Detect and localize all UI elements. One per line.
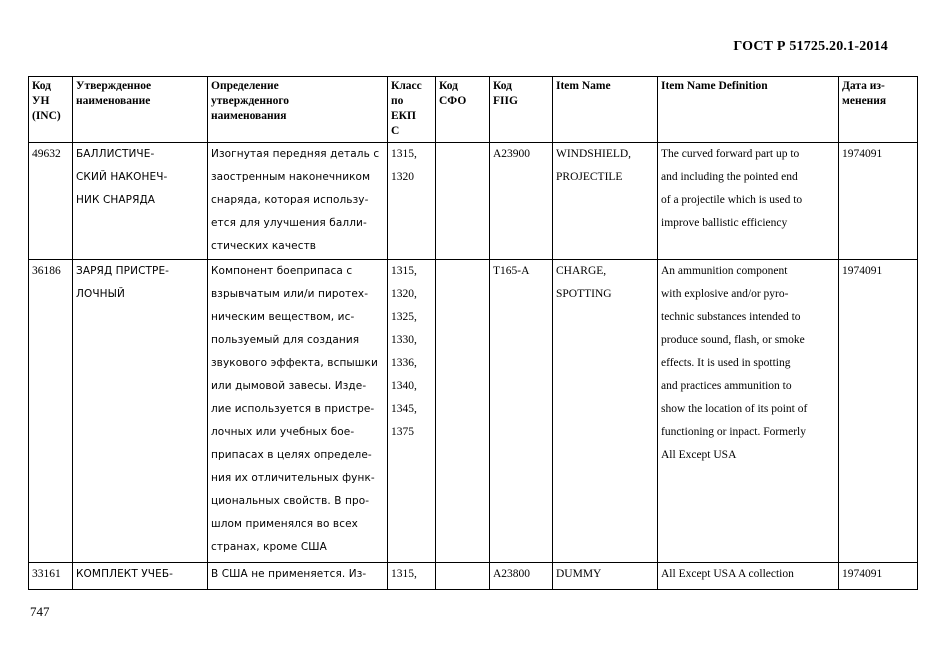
cell-line: КОМПЛЕКТ УЧЕБ- <box>76 568 174 580</box>
cell-line: 1315, <box>391 148 417 160</box>
cell-line: 1315, <box>391 568 417 580</box>
column-header-line: по <box>391 95 404 107</box>
table-header-row <box>29 77 918 143</box>
cell-value: A23800 <box>493 568 531 580</box>
cell-line: Компонент боеприпаса с <box>211 265 353 277</box>
column-header-date <box>839 77 918 143</box>
column-header-line: Item Name Definition <box>661 80 768 92</box>
cell-def-ru <box>208 143 388 260</box>
cell-line: ническим веществом, ис- <box>211 311 355 323</box>
cell-line: All Except USA A collection <box>661 568 794 580</box>
cell-line: ния их отличительных функ- <box>211 472 375 484</box>
column-header-line: менения <box>842 95 887 107</box>
cell-line: заостренным наконечником <box>211 171 371 183</box>
column-header-line: Код <box>493 80 513 92</box>
column-header-line: С <box>391 125 400 137</box>
cell-fiig <box>490 143 553 260</box>
cell-line: improve ballistic efficiency <box>661 217 788 229</box>
cell-line: звукового эффекта, вспышки <box>211 357 378 369</box>
cell-line: циональных свойств. В про- <box>211 495 370 507</box>
cell-def-ru <box>208 563 388 590</box>
column-header-line: Класс <box>391 80 422 92</box>
column-header-line: ЕКП <box>391 110 416 122</box>
cell-line: пользуемый для создания <box>211 334 360 346</box>
cell-value: 33161 <box>32 568 61 580</box>
cell-line: CHARGE, <box>556 265 607 277</box>
column-header-fiig <box>490 77 553 143</box>
cell-line: БАЛЛИСТИЧЕ- <box>76 148 155 160</box>
column-header-line: Код <box>439 80 459 92</box>
cell-line: странах, кроме США <box>211 541 327 553</box>
cell-line: ется для улучшения балли- <box>211 217 367 229</box>
cell-value: 1974091 <box>842 265 883 277</box>
cell-item-name <box>553 260 658 563</box>
cell-line: An ammunition component <box>661 265 788 277</box>
cell-name-ru <box>73 260 208 563</box>
cell-date <box>839 563 918 590</box>
cell-line: лочных или учебных бое- <box>211 426 355 438</box>
cell-line: 1320 <box>391 171 414 183</box>
cell-line: припасах в целях определе- <box>211 449 372 461</box>
cell-line: produce sound, flash, or smoke <box>661 334 805 346</box>
cell-sfo <box>436 143 490 260</box>
cell-line: technic substances intended to <box>661 311 801 323</box>
cell-line: шлом применялся во всех <box>211 518 358 530</box>
cell-line: Изогнутая передняя деталь с <box>211 148 380 160</box>
cell-line: of a projectile which is used to <box>661 194 803 206</box>
cell-fiig <box>490 260 553 563</box>
cell-line: 1336, <box>391 357 417 369</box>
cell-line: стических качеств <box>211 240 317 252</box>
cell-line: СКИЙ НАКОНЕЧ- <box>76 171 168 183</box>
cell-value: 49632 <box>32 148 61 160</box>
cell-line: снаряда, которая использу- <box>211 194 369 206</box>
table-row <box>29 563 918 590</box>
cell-item-def <box>658 143 839 260</box>
cell-sfo <box>436 260 490 563</box>
cell-inc <box>29 143 73 260</box>
cell-line: SPOTTING <box>556 288 612 300</box>
table-row <box>29 143 918 260</box>
cell-item-name <box>553 143 658 260</box>
cell-line: или дымовой завесы. Изде- <box>211 380 367 392</box>
cell-line: WINDSHIELD, <box>556 148 632 160</box>
cell-line: взрывчатым или/и пиротех- <box>211 288 369 300</box>
page-number: 747 <box>30 604 50 619</box>
cell-line: show the location of its point of <box>661 403 808 415</box>
cell-fiig <box>490 563 553 590</box>
cell-line: functioning or inpact. Formerly <box>661 426 806 438</box>
cell-line: 1340, <box>391 380 417 392</box>
cell-date <box>839 143 918 260</box>
cell-item-name <box>553 563 658 590</box>
cell-class <box>388 563 436 590</box>
cell-sfo <box>436 563 490 590</box>
cell-line: with explosive and/or pyro- <box>661 288 789 300</box>
column-header-line: FIIG <box>493 95 518 107</box>
column-header-item-def <box>658 77 839 143</box>
cell-line: ЛОЧНЫЙ <box>76 288 125 300</box>
cell-date <box>839 260 918 563</box>
column-header-line: УН <box>32 95 50 107</box>
column-header-line: наименование <box>76 95 151 107</box>
cell-line: 1315, <box>391 265 417 277</box>
cell-line: 1345, <box>391 403 417 415</box>
column-header-line: наименования <box>211 110 287 122</box>
cell-line: All Except USA <box>661 449 737 461</box>
document-standard-number: ГОСТ Р 51725.20.1-2014 <box>733 39 888 54</box>
column-header-line: Утвержденное <box>76 80 152 92</box>
cell-line: лие используется в пристре- <box>211 403 375 415</box>
registry-table <box>28 76 918 590</box>
column-header-item-name <box>553 77 658 143</box>
cell-value: T165-A <box>493 265 530 277</box>
cell-class <box>388 143 436 260</box>
cell-value: 1974091 <box>842 148 883 160</box>
column-header-sfo <box>436 77 490 143</box>
column-header-line: Item Name <box>556 80 611 92</box>
cell-line: and practices ammunition to <box>661 380 792 392</box>
column-header-line: Определение <box>211 80 279 92</box>
column-header-line: Код <box>32 80 52 92</box>
cell-line: and including the pointed end <box>661 171 798 183</box>
cell-line: В США не применяется. Из- <box>211 568 367 580</box>
cell-def-ru <box>208 260 388 563</box>
cell-line: The curved forward part up to <box>661 148 800 160</box>
column-header-class <box>388 77 436 143</box>
cell-line: 1330, <box>391 334 417 346</box>
table-row <box>29 260 918 563</box>
column-header-line: утвержденного <box>211 95 290 107</box>
column-header-line: Дата из- <box>842 80 885 92</box>
cell-value: 36186 <box>32 265 61 277</box>
cell-name-ru <box>73 563 208 590</box>
cell-line: 1325, <box>391 311 417 323</box>
cell-item-def <box>658 563 839 590</box>
cell-line: DUMMY <box>556 568 602 580</box>
cell-line: ЗАРЯД ПРИСТРЕ- <box>76 265 170 277</box>
column-header-name-ru <box>73 77 208 143</box>
cell-inc <box>29 260 73 563</box>
cell-line: НИК СНАРЯДА <box>76 194 156 206</box>
cell-value: 1974091 <box>842 568 883 580</box>
cell-value: A23900 <box>493 148 531 160</box>
cell-line: effects. It is used in spotting <box>661 357 791 369</box>
cell-line: 1375 <box>391 426 414 438</box>
cell-name-ru <box>73 143 208 260</box>
column-header-def-ru <box>208 77 388 143</box>
cell-line: PROJECTILE <box>556 171 623 183</box>
column-header-line: СФО <box>439 95 467 107</box>
cell-line: 1320, <box>391 288 417 300</box>
column-header-line: (INC) <box>32 110 61 122</box>
cell-class <box>388 260 436 563</box>
cell-inc <box>29 563 73 590</box>
cell-item-def <box>658 260 839 563</box>
column-header-inc <box>29 77 73 143</box>
